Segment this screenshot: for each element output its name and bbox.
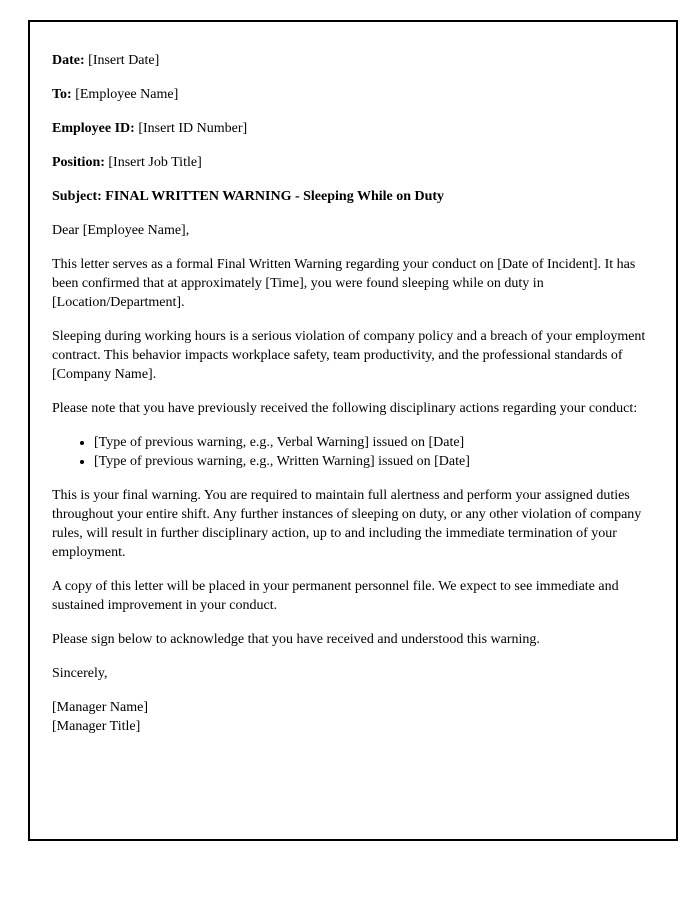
closing: Sincerely, bbox=[52, 666, 108, 681]
salutation: Dear [Employee Name], bbox=[52, 223, 190, 238]
paragraph-incident: This letter serves as a formal Final Written Warning regarding your conduct on [Date of Incident]. It has been confirmed that at approximately [Time], you were found sleeping while on duty in [Location/Department]. bbox=[52, 257, 636, 310]
signature-name: [Manager Name] bbox=[52, 700, 149, 715]
field-position-value: [Insert Job Title] bbox=[108, 155, 202, 170]
field-to bbox=[52, 85, 654, 104]
field-to-label: To: bbox=[52, 87, 72, 102]
field-employee-id-value: [Insert ID Number] bbox=[138, 121, 248, 136]
letter-page bbox=[28, 20, 678, 841]
field-date bbox=[52, 51, 654, 70]
field-date-value: [Insert Date] bbox=[88, 53, 160, 68]
signature-title: [Manager Title] bbox=[52, 719, 141, 734]
subject-line: Subject: FINAL WRITTEN WARNING - Sleeping While on Duty bbox=[52, 189, 445, 204]
prior-warnings-list bbox=[52, 433, 654, 471]
paragraph-policy-violation: Sleeping during working hours is a serious violation of company policy and a breach of your employment contract. This behavior impacts workplace safety, team productivity, and the professional standards of [Company Name]. bbox=[52, 329, 646, 382]
prior-warning-item: • [Type of previous warning, e.g., Verbal Warning] issued on [Date] bbox=[94, 433, 654, 452]
paragraph-final-warning: This is your final warning. You are required to maintain full alertness and perform your assigned duties throughout your entire shift. Any further instances of sleeping on duty, or any other violation of company rules, will result in further disciplinary action, up to and including the immediate termination of your employment. bbox=[52, 488, 642, 560]
paragraph-sign-below: Please sign below to acknowledge that you have received and understood this warning. bbox=[52, 632, 540, 647]
prior-warning-item: • [Type of previous warning, e.g., Written Warning] issued on [Date] bbox=[94, 452, 654, 471]
paragraph-personnel-file: A copy of this letter will be placed in your permanent personnel file. We expect to see immediate and sustained improvement in your conduct. bbox=[52, 579, 619, 613]
field-position-label: Position: bbox=[52, 155, 105, 170]
field-employee-id-label: Employee ID: bbox=[52, 121, 135, 136]
field-employee-id bbox=[52, 119, 654, 138]
field-position bbox=[52, 153, 654, 172]
field-to-value: [Employee Name] bbox=[75, 87, 179, 102]
field-date-label: Date: bbox=[52, 53, 85, 68]
paragraph-prior-actions-intro: Please note that you have previously received the following disciplinary actions regarding your conduct: bbox=[52, 401, 638, 416]
